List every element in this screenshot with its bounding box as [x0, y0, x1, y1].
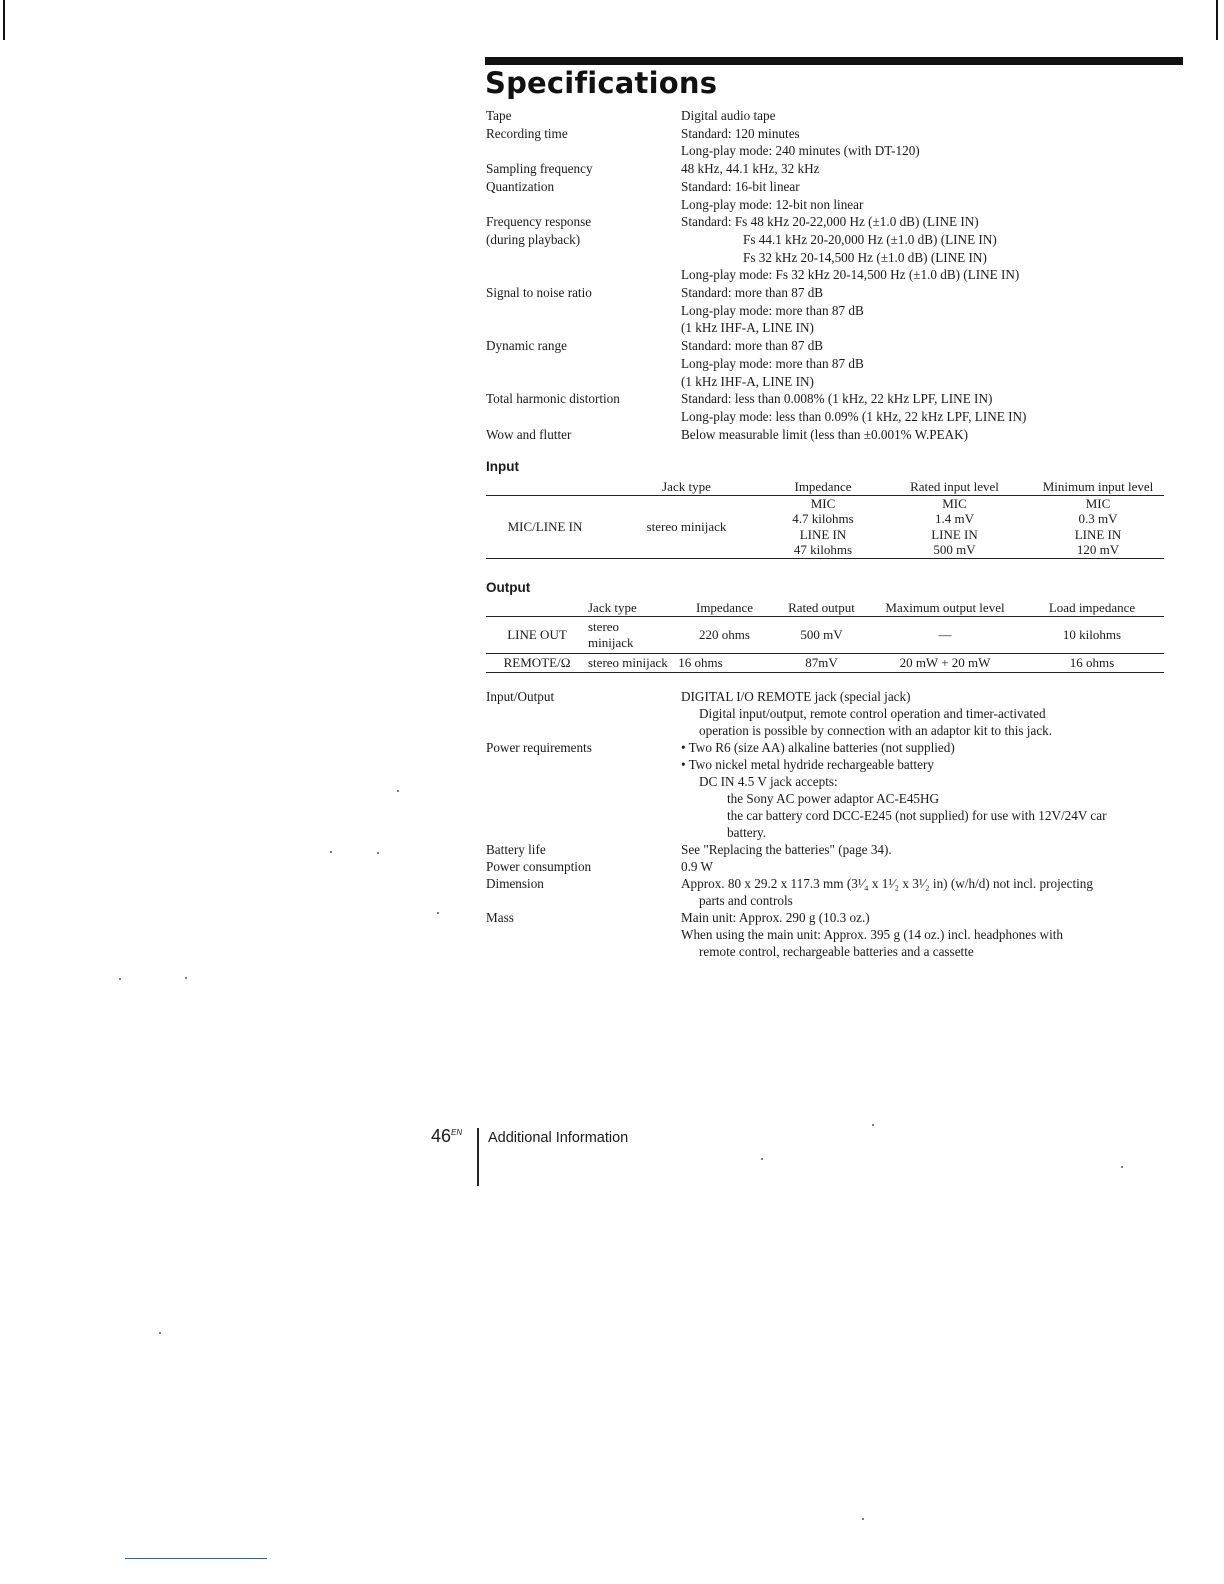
- scan-speck: [437, 912, 439, 914]
- table-cell: MIC: [1085, 495, 1111, 511]
- spec-row-frequency-response: [486, 213, 1186, 284]
- spec-value: Below measurable limit (less than ±0.001% W.PEAK): [681, 426, 969, 442]
- spec-value: Long-play mode: less than 0.09% (1 kHz, 22 kHz LPF, LINE IN): [681, 408, 1027, 424]
- scan-speck: [862, 1518, 864, 1520]
- column-header: Load impedance: [1048, 600, 1136, 615]
- spec-value: Long-play mode: Fs 32 kHz 20-14,500 Hz (±1.0 dB) (LINE IN): [681, 267, 1020, 283]
- spec-value: Digital input/output, remote control operation and timer-activated: [699, 706, 1046, 721]
- column-header: Impedance: [794, 479, 852, 494]
- spec-label: Wow and flutter: [486, 426, 572, 442]
- page-title: Specifications: [485, 66, 718, 100]
- spec-value: Standard: more than 87 dB: [681, 338, 824, 354]
- spec-row-input-output: [486, 688, 1186, 739]
- spec-value: DC IN 4.5 V jack accepts:: [699, 774, 838, 789]
- spec-value: Main unit: Approx. 290 g (10.3 oz.): [681, 910, 870, 925]
- spec-value: Long-play mode: 12-bit non linear: [681, 196, 864, 212]
- table-cell: 0.3 mV: [1078, 511, 1118, 526]
- scan-speck: [761, 1158, 763, 1160]
- spec-label: Power consumption: [486, 859, 592, 874]
- table-cell: 47 kilohms: [793, 542, 853, 557]
- spec-value: the car battery cord DCC-E245 (not supplied) for use with 12V/24V car: [727, 808, 1107, 823]
- spec-label: Input/Output: [486, 689, 555, 704]
- spec-value: • Two R6 (size AA) alkaline batteries (not supplied): [681, 740, 955, 755]
- spec-label-sub: (during playback): [486, 231, 581, 247]
- table-cell: LINE IN: [931, 526, 978, 542]
- spec-row-dynamic-range: [486, 337, 1186, 390]
- table-cell: stereo: [588, 619, 620, 634]
- spec-value: 0.9 W: [681, 859, 713, 874]
- spec-row-wow-flutter: [486, 426, 1186, 444]
- scan-speck: [872, 1124, 874, 1126]
- input-table-header: [486, 479, 1164, 495]
- scan-bottom-line: [125, 1558, 267, 1559]
- table-cell: MIC: [810, 495, 836, 511]
- output-heading: Output: [486, 580, 531, 595]
- spec-value: (1 kHz IHF-A, LINE IN): [681, 320, 814, 336]
- spec-label: Dynamic range: [486, 338, 567, 354]
- table-cell: MIC: [942, 495, 967, 511]
- spec-value: Long-play mode: more than 87 dB: [681, 302, 864, 318]
- scan-speck: [330, 851, 332, 853]
- spec-value: DIGITAL I/O REMOTE jack (special jack): [681, 689, 911, 704]
- spec-value: Standard: Fs 48 kHz 20-22,000 Hz (±1.0 dB) (LINE IN): [681, 214, 979, 230]
- table-cell: 87mV: [805, 654, 838, 670]
- spec-value: Standard: more than 87 dB: [681, 285, 824, 301]
- footer-section-title: Additional Information: [488, 1130, 629, 1146]
- spec-row-quantization: [486, 178, 1186, 213]
- table-cell: 16 ohms: [678, 654, 723, 670]
- table-cell: 500 mV: [800, 626, 843, 642]
- scan-edge-mark-right: [1216, 0, 1218, 40]
- table-cell: 20 mW + 20 mW: [899, 654, 991, 670]
- table-cell: 120 mV: [1076, 542, 1120, 557]
- spec-label: Signal to noise ratio: [486, 285, 592, 301]
- column-header: Rated output: [788, 600, 855, 615]
- spec-label: Power requirements: [486, 740, 592, 755]
- table-cell: 4.7 kilohms: [792, 511, 854, 526]
- row-label: LINE OUT: [507, 626, 567, 642]
- page-number: [431, 1126, 462, 1147]
- scan-speck: [377, 852, 379, 854]
- table-cell: 500 mV: [933, 542, 976, 557]
- spec-value: See "Replacing the batteries" (page 34).: [681, 842, 892, 857]
- spec-value: the Sony AC power adaptor AC-E45HG: [727, 791, 940, 806]
- spec-value: When using the main unit: Approx. 395 g (14 oz.) incl. headphones with: [681, 927, 1064, 942]
- table-row: [486, 653, 1164, 672]
- spec-value: • Two nickel metal hydride rechargeable battery: [681, 757, 934, 772]
- spec-value: Standard: 16-bit linear: [681, 178, 800, 194]
- scan-speck: [1121, 1166, 1123, 1168]
- table-cell: 220 ohms: [699, 626, 750, 642]
- spec-label: Recording time: [486, 125, 568, 141]
- column-header: Maximum output level: [885, 600, 1005, 615]
- table-cell: minijack: [588, 634, 634, 650]
- spec-value: battery.: [727, 825, 767, 840]
- spec-label: Battery life: [486, 842, 546, 857]
- spec-value: Digital audio tape: [681, 108, 776, 123]
- spec-label: Tape: [486, 108, 512, 123]
- row-label: MIC/LINE IN: [507, 518, 583, 534]
- spec-label: Quantization: [486, 178, 555, 194]
- input-heading: Input: [486, 459, 519, 474]
- spec-value: Fs 44.1 kHz 20-20,000 Hz (±1.0 dB) (LINE IN): [743, 231, 997, 247]
- page-number-value: 46: [431, 1126, 452, 1146]
- output-table-header: [486, 600, 1164, 616]
- spec-label: Frequency response: [486, 214, 592, 230]
- spec-row-signal-to-noise: [486, 284, 1186, 337]
- spec-label: Dimension: [486, 876, 544, 891]
- row-label: REMOTE/Ω: [503, 654, 571, 670]
- spec-value: parts and controls: [699, 893, 793, 908]
- spec-row-recording-time: [486, 125, 1186, 160]
- spec-value: Long-play mode: more than 87 dB: [681, 355, 864, 371]
- table-cell: —: [938, 626, 952, 642]
- spec-value: Standard: 120 minutes: [681, 125, 800, 141]
- table-cell: 1.4 mV: [935, 511, 974, 526]
- spec-list-bottom: [486, 688, 1186, 960]
- spec-row-thd: [486, 390, 1186, 425]
- spec-row-power-consumption: [486, 858, 1186, 875]
- scan-speck: [397, 790, 399, 792]
- spec-row-tape: [486, 107, 1186, 125]
- column-header: Minimum input level: [1042, 479, 1154, 494]
- spec-value: (1 kHz IHF-A, LINE IN): [681, 373, 814, 389]
- spec-label: Sampling frequency: [486, 161, 593, 177]
- spec-value: remote control, rechargeable batteries and a cassette: [699, 944, 974, 959]
- column-header: Rated input level: [910, 479, 999, 494]
- spec-row-power-requirements: [486, 739, 1186, 841]
- output-table: [486, 600, 1164, 673]
- spec-list-top: [486, 107, 1186, 443]
- column-header: Jack type: [662, 479, 711, 494]
- table-cell: LINE IN: [799, 526, 847, 542]
- spec-value: 48 kHz, 44.1 kHz, 32 kHz: [681, 161, 820, 177]
- spec-row-mass: [486, 909, 1186, 960]
- column-header: Impedance: [695, 600, 754, 615]
- scan-speck: [159, 1332, 161, 1334]
- table-cell: LINE IN: [1074, 526, 1122, 542]
- title-rule: [485, 57, 1183, 65]
- scan-speck: [119, 978, 121, 980]
- table-cell: 16 ohms: [1069, 654, 1115, 670]
- spec-value: Approx. 80 x 29.2 x 117.3 mm (3¹⁄₄ x 1¹⁄₂ x 3¹⁄₂ in) (w/h/d) not incl. projecting: [681, 876, 1093, 891]
- spec-value: Standard: less than 0.008% (1 kHz, 22 kHz LPF, LINE IN): [681, 391, 993, 407]
- spec-label: Mass: [486, 910, 514, 925]
- spec-row-sampling-frequency: [486, 160, 1186, 178]
- jack-type-cell: stereo minijack: [646, 518, 727, 534]
- spec-row-battery-life: [486, 841, 1186, 858]
- page-number-suffix: EN: [451, 1128, 463, 1137]
- spec-value: Fs 32 kHz 20-14,500 Hz (±1.0 dB) (LINE IN): [743, 249, 987, 265]
- spec-value: operation is possible by connection with an adaptor kit to this jack.: [699, 723, 1053, 738]
- footer-divider: [477, 1128, 479, 1186]
- input-table: [486, 479, 1164, 559]
- table-cell: stereo minijack: [588, 654, 668, 670]
- spec-label: Total harmonic distortion: [486, 391, 620, 407]
- spec-row-dimension: [486, 875, 1186, 909]
- table-row: [486, 616, 1164, 653]
- scan-edge-mark-left: [3, 0, 5, 40]
- table-row: [486, 495, 1164, 511]
- column-header: Jack type: [588, 600, 637, 615]
- spec-value: Long-play mode: 240 minutes (with DT-120): [681, 143, 920, 159]
- scan-speck: [185, 977, 187, 979]
- table-cell: 10 kilohms: [1062, 626, 1122, 642]
